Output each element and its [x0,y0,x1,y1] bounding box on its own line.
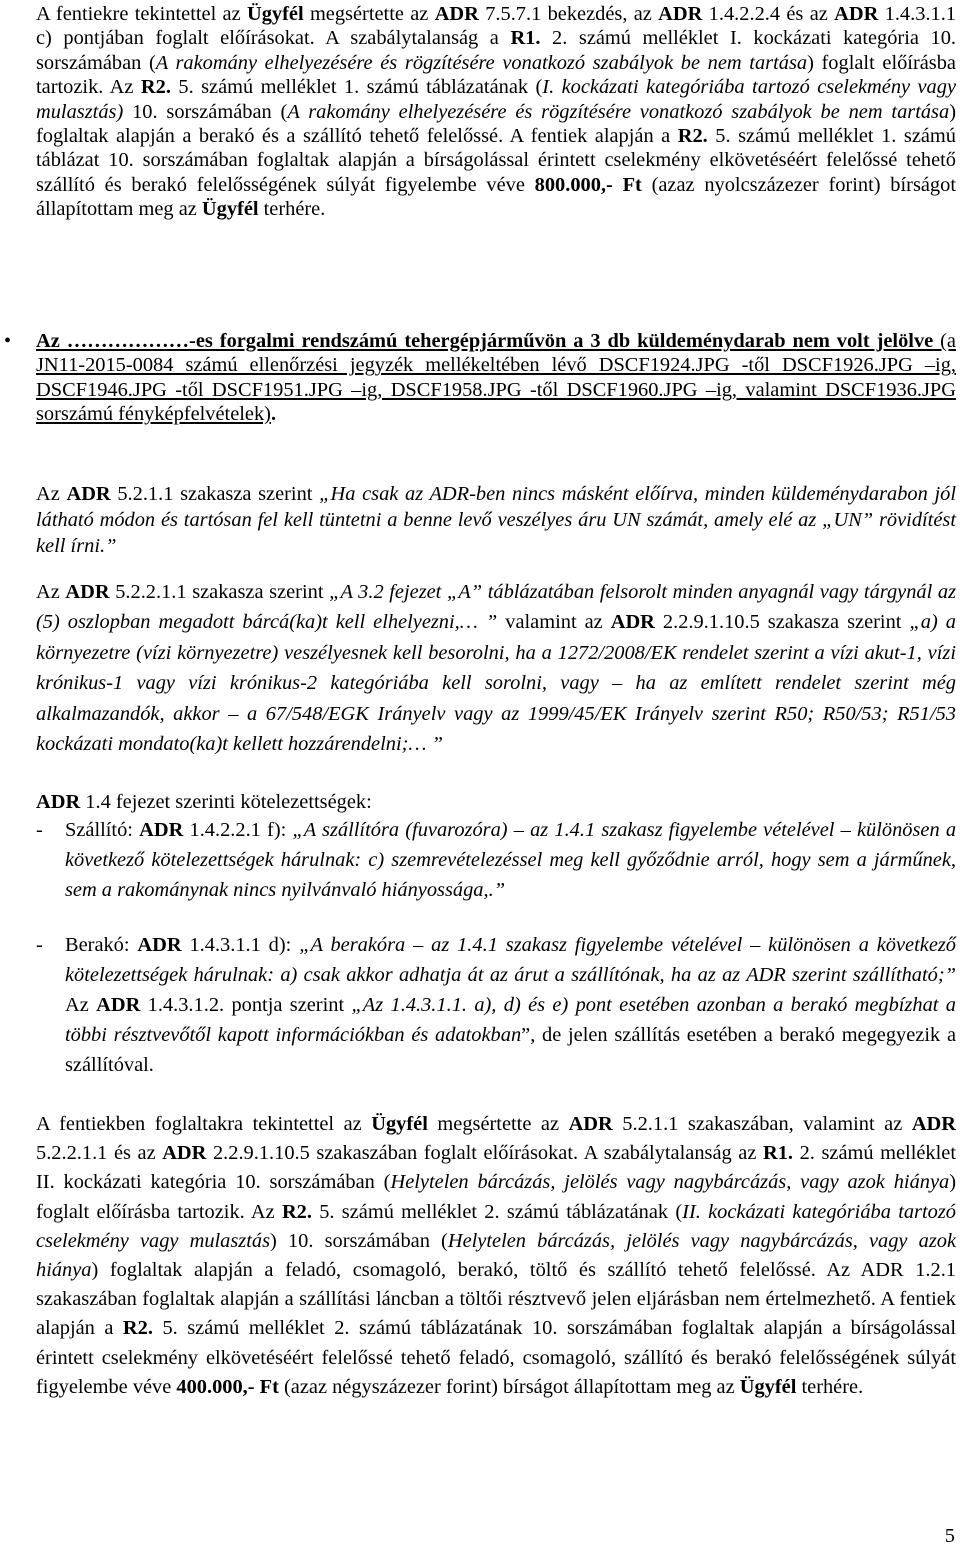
text: 1.4.2.2.4 és az [702,3,835,25]
bullet-text [36,329,956,427]
text: 1.4.2.2.1 f): [183,819,293,841]
paragraph-adr-1-4-heading [36,788,956,816]
text: 5.2.1.1 szakasza szerint [110,483,320,505]
bold-text: R2. [140,76,171,99]
text: megsértette az [427,1113,569,1135]
text: ) foglaltak alapján a feladó, csomagoló, berakó, töltő és szállító tehető felelőssé. Az ADR 1.2.1 szakaszában foglaltak alapján a szállítási láncban a töltői résztvevő jelen eljárásban nem értelmezhető. A fentiek alapján a [36,1259,956,1340]
text: 1.4 fejezet szerinti kötelezettségek: [80,791,372,813]
italic-text: Helytelen bárcázás, jelölés vagy nagybárcázás, vagy azok hiánya [390,1171,950,1194]
text: 2. számú melléklet I. kockázati kategória 10. sorszámában ( [36,27,956,74]
paragraph-adr-5-2-1-1 [36,481,956,559]
bold-text: ADR [658,3,703,25]
text: 5.2.2.1.1 szakasza szerint [109,581,330,603]
bold-text: R1. [762,1142,793,1165]
text: 7.5.7.1 bekezdés, az [478,3,659,25]
text: ) foglaltak alapján a berakó és a szállító tehető felelőssé. A fentiek alapján a [36,100,956,148]
bold-text: ADR [36,791,81,813]
bold-text: ADR [66,483,111,505]
text: 2. számú melléklet II. kockázati kategória 10. sorszámában ( [36,1142,956,1194]
text: 2.2.9.1.10.5 szakaszában foglalt előírásokat. A szabálytalanság az [206,1142,763,1165]
italic-text: II. kockázati kategóriába tartozó cselekmény vagy mulasztás [36,1200,956,1252]
bold-text: R2. [281,1200,312,1223]
bold-text: ADR [568,1113,613,1135]
dash-marker: - [36,934,43,956]
list-item-text [65,815,956,905]
paragraph-adr-5-2-2-1-1 [36,577,956,759]
text: 1.4.3.1.1 c) pontjában foglalt előírásokat. A szabálytalanság a [36,3,957,50]
bold-text: ADR [137,934,182,956]
text: A fentiekre tekintettel az [36,3,247,25]
text: terhére. [258,198,326,221]
bold-text: R1. [510,27,541,50]
text: valamint az [497,611,611,634]
text: 5. számú melléklet 2. számú táblázatának 10. sorszámában foglaltak alapján a bírságolással érintett cselekmény elkövetéséért felelőssé tehető feladó, csomagoló, szállító és berakó felelősségének súlyát figyelembe véve [36,1317,956,1398]
italic-text: A rakomány elhelyezésére és rögzítésére vonatkozó szabályok be nem tartása [155,51,808,74]
italic-quote: „Az 1.4.3.1.1. a), d) és e) pont esetében azonban a berakó megbízhat a többi résztvevőtől kapott információkban és adatokban [65,994,956,1046]
text: 5. számú melléklet 1. számú táblázat 10. sorszámában foglaltak alapján a bírságolással érintett cselekmény elkövetéséért felelőssé tehető szállító és berakó felelősségének súlyát figyelembe véve [36,125,956,196]
paragraph-adr-finding-1 [36,2,956,222]
text: ) foglalt előírásba tartozik. Az [36,1171,956,1223]
text: Az [65,994,97,1016]
text: Szállító: [65,819,140,841]
text: Az [36,581,66,603]
italic-quote: „A 3.2 fejezet „A” táblázatában felsorolt minden anyagnál vagy tárgynál az (5) oszlopban megadott bárcá(ka)t kell elhelyezni,… ” [36,581,957,634]
bold-text: Ügyfél [247,3,304,25]
text: 5. számú melléklet 1. számú táblázatának ( [170,76,543,99]
text: Az [36,483,67,505]
italic-quote: „A szállítóra (fuvarozóra) – az 1.4.1 szakasz figyelembe vételével – különösen a következő kötelezettségek hárulnak: c) szemrevételezéssel meg kell győződnie arról, hogy sem a járműnek, sem a rakománynak nincs nyilvánvaló hiányossága,.” [65,819,957,901]
italic-quote: „A berakóra – az 1.4.1 szakasz figyelembe vételével – különösen a következő kötelezettségek hárulnak: a) csak akkor adhatja át az árut a szállítónak, ha az az ADR szerint szállítható;” [65,934,956,986]
text: . [270,403,277,426]
paragraph-adr-finding-2 [36,1110,956,1402]
text: megsértette az [303,3,435,25]
text: terhére. [796,1375,864,1398]
text: 2.2.9.1.10.5 szakasza szerint [654,611,910,634]
bold-text: ADR [610,611,655,634]
fine-amount: 400.000,- Ft [176,1375,279,1398]
italic-text: A rakomány elhelyezésére és rögzítésére vonatkozó szabályok be nem tartása [287,100,950,123]
bold-text: R2. [677,125,708,148]
bold-text: ADR [434,3,479,25]
text: A fentiekben foglaltakra tekintettel az [36,1113,372,1135]
bold-text: R2. [122,1317,153,1340]
bullet-icon: • [4,330,12,352]
list-item-berako [36,930,956,1080]
bold-text: ADR [162,1142,207,1165]
text: (azaz nyolcszázezer forint) bírságot állapítottam meg az [36,173,956,221]
list-item-szallito [36,815,956,905]
bold-text: ADR [834,3,879,25]
bold-text: ADR [96,994,141,1016]
bold-text: Ügyfél [201,198,259,221]
list-item-text [65,930,956,1080]
bold-text: ADR [65,581,110,603]
text: ”, de jelen szállítás esetében a berakó megegyezik a szállítóval. [65,1024,956,1076]
text: 5.2.1.1 szakaszában, valamint az [612,1113,912,1135]
text: 1.4.3.1.2. pontja szerint [140,994,352,1016]
text: ) foglalt előírásba tartozik. Az [36,51,956,99]
fine-amount: 800.000,- Ft [534,173,642,196]
text: (azaz négyszázezer forint) bírságot állapítottam meg az [278,1375,740,1398]
text: Berakó: [65,934,138,956]
italic-quote: „a) a környezetre (vízi környezetre) veszélyesnek kell besorolni, ha a 1272/2008/EK rendelet szerint a vízi akut-1, vízi krónikus-1 vagy vízi krónikus-2 kategóriába kell sorolni, vagy – ha az említett rendelet szerint még alkalmazandók, akkor – a 67/548/EGK Irányelv vagy az 1999/45/EK Irányelv szerint R50; R50/53; R51/53 kockázati mondato(ka)t kellett hozzárendelni;… ” [36,611,956,756]
bold-text: ADR [911,1113,956,1135]
italic-text: I. kockázati kategóriába tartozó cselekmény vagy mulasztás) [36,76,956,123]
bold-text: Ügyfél [739,1375,797,1398]
italic-quote: „Ha csak az ADR-ben nincs másként előírva, minden küldeménydarabon jól látható módon és tartósan fel kell tüntetni a benne levő veszélyes áru UN számát, amely elé az „UN” rövidítést kell írni.” [36,483,957,557]
text: 1.4.3.1.1 d): [181,934,300,956]
page-number: 5 [944,1525,955,1547]
bold-underlined-text: Az ………………-es forgalmi rendszámú tehergépjárművön a 3 db küldeménydarab nem volt jelölve [36,330,934,352]
underlined-text: (a JN11-2015-0084 számú ellenőrzési jegyzék mellékeltében lévő DSCF1924.JPG -től DSCF1926.JPG –ig, DSCF1946.JPG -től DSCF1951.JPG –ig, DSCF1958.JPG -től DSCF1960.JPG –ig, valamint DSCF1936.JPG sorszámú fényképfelvételek) [36,330,956,426]
text: 5. számú melléklet 2. számú táblázatának ( [311,1200,683,1223]
text: ) 10. sorszámában ( [270,1229,448,1252]
text: 10. sorszámában ( [123,100,288,123]
text: 5.2.2.1.1 és az [36,1142,163,1165]
bold-text: Ügyfél [371,1113,428,1135]
dash-marker: - [36,819,43,841]
bold-text: ADR [139,819,184,841]
italic-text: Helytelen bárcázás, jelölés vagy nagybárcázás, vagy azok hiánya [36,1229,956,1282]
